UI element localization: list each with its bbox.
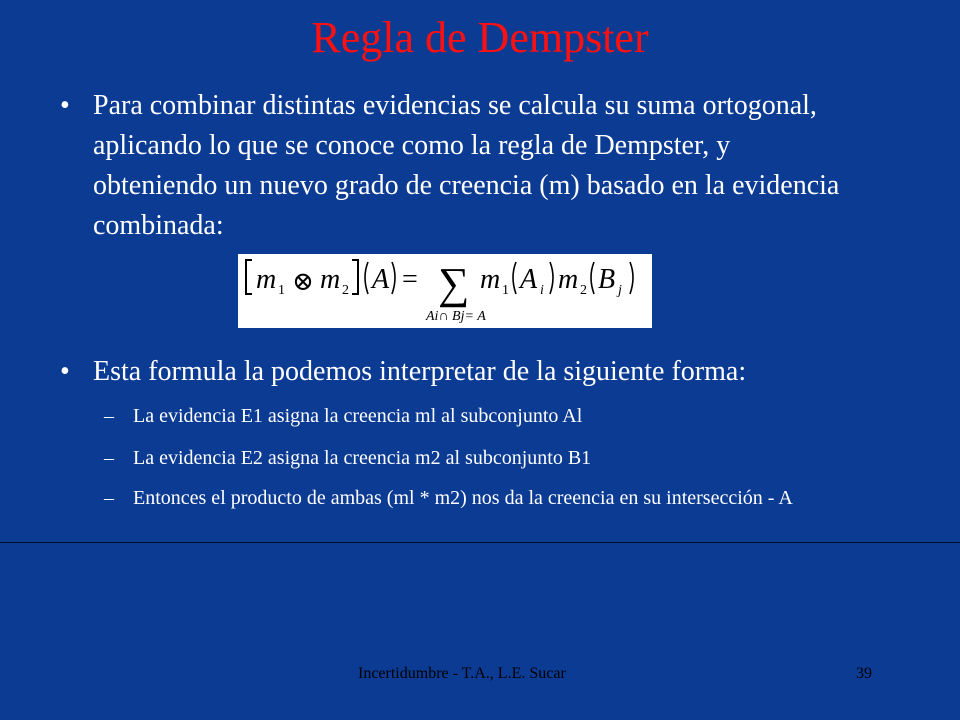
formula-j: j: [618, 283, 622, 298]
formula-sum-index: Ai∩ Bj= A: [426, 309, 486, 324]
dempster-formula: [238, 254, 652, 328]
slide-title: Regla de Dempster: [311, 13, 649, 62]
formula-i: i: [540, 283, 544, 298]
formula-sub2: 2: [342, 283, 349, 298]
divider-line: [0, 542, 960, 543]
sub-bullet-marker: –: [104, 405, 114, 427]
formula-m2: m: [320, 264, 341, 295]
sub-bullet-text: La evidencia E1 asigna la creencia ml al subconjunto Al: [133, 405, 583, 427]
sub-bullet-marker: –: [104, 487, 114, 509]
bullet-marker: •: [60, 90, 70, 121]
formula-m2b: m: [558, 264, 579, 295]
sub-bullet-marker: –: [104, 447, 114, 469]
sub-bullet-text: Entonces el producto de ambas (ml * m2) nos da la creencia en su intersección - A: [133, 487, 793, 509]
formula-otimes: ⊗: [292, 267, 314, 296]
formula-A: A: [372, 264, 390, 295]
formula-image: [238, 254, 652, 328]
formula-sub1b: 1: [502, 283, 509, 298]
bullet-text: Para combinar distintas evidencias se calcula su suma ortogonal, aplicando lo que se conoce como la regla de Dempster, y obteniendo un nuevo grado de creencia (m) basado en la evidencia combinada:: [93, 90, 840, 241]
bullet-text: Esta formula la podemos interpretar de la siguiente forma:: [93, 356, 747, 387]
formula-equals: =: [402, 264, 418, 295]
formula-sub2b: 2: [580, 283, 587, 298]
formula-m1b: m: [480, 264, 501, 295]
bullet-marker: •: [60, 356, 70, 387]
page-number: 39: [856, 665, 872, 682]
formula-Bj: B: [598, 264, 616, 295]
formula-sigma: ∑: [438, 259, 470, 308]
formula-sub1: 1: [278, 283, 285, 298]
sub-bullet-text: La evidencia E2 asigna la creencia m2 al subconjunto B1: [133, 447, 592, 469]
formula-Ai: A: [520, 264, 538, 295]
footer-text: Incertidumbre - T.A., L.E. Sucar: [358, 665, 566, 682]
formula-m1: m: [256, 264, 277, 295]
